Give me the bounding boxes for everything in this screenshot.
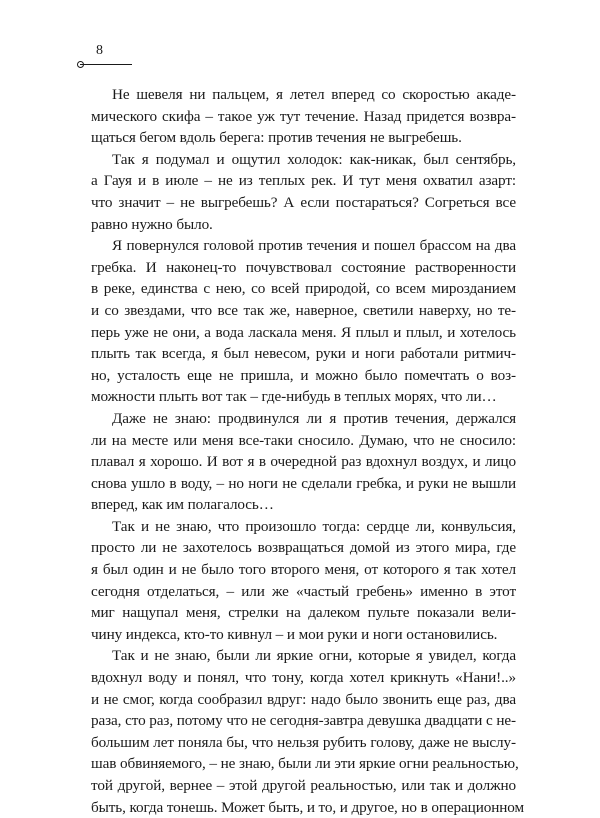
text-line: шав обвиняемого, – не знаю, были ли эти яркие огни реальностью,	[91, 755, 519, 773]
text-line: быть, когда тонешь. Может быть, и то, и другое, но в операционном	[91, 798, 524, 816]
text-line: равно нужно было.	[91, 215, 213, 233]
text-line: чину индекса, кто-то кивнул – и мои руки и ноги остановились.	[91, 625, 498, 643]
body-text	[91, 84, 524, 818]
text-line: гребка. И наконец-то почувствовал состояние растворенности	[91, 258, 516, 276]
text-line: мического скифа – такое уж тут течение. Назад придется возвра-	[91, 107, 516, 125]
text-line: Я повернулся головой против течения и пошел брассом на два	[112, 237, 516, 255]
text-line: но, усталость еще не пришла, и можно было помечтать о воз-	[91, 366, 516, 384]
text-line: вперед, как им полагалось…	[91, 496, 274, 514]
text-line: снова ушло в воду, – но ноги не сделали гребка, и руки не вышли	[91, 474, 516, 492]
text-line: что значит – не выгребешь? А если постараться? Согреться все	[91, 193, 516, 211]
text-line: ли на месте или меня все-таки сносило. Думаю, что не сносило:	[91, 431, 516, 449]
text-line: перь уже не они, а вода ласкала меня. Я плыл и плыл, и хотелось	[91, 323, 516, 341]
text-line: раза, сто раз, потому что не сегодня-завтра девушка двадцати с не-	[91, 712, 516, 730]
text-line: вдохнул воду и понял, что тону, когда хотел крикнуть «Нани!..»	[91, 669, 516, 687]
page-number: 8	[96, 43, 103, 58]
text-line: можности плыть вот так – где-нибудь в теплых морях, что ли…	[91, 388, 497, 406]
text-line: большим лет поняла бы, что нельзя рубить голову, даже не выслу-	[91, 733, 516, 751]
text-line: сегодня отделаться, – или же «частый гребень» именно в этот	[91, 582, 516, 600]
text-line: и не смог, когда сообразил вдруг: надо было звонить еще раз, два	[91, 690, 516, 708]
text-line: Так и не знаю, были ли яркие огни, которые я увидел, когда	[112, 647, 516, 665]
text-line: а Гауя и в июле – не из теплых рек. И тут меня охватил азарт:	[91, 172, 516, 190]
text-line: и со звездами, что все так же, наверное, светили наверху, но те-	[91, 301, 516, 319]
text-line: миг нащупал меня, стрелки на далеком пульте показали вели-	[91, 604, 516, 622]
text-line: той другой, вернее – этой другой реальностью, или так и должно	[91, 777, 516, 794]
text-line: в реке, единства с нею, со всей природой, со всем мирозданием	[91, 280, 516, 298]
text-line: щаться бегом вдоль берега: против течения не выгребешь.	[91, 129, 462, 147]
text-line: Так и не знаю, что произошло тогда: сердце ли, конвульсия,	[112, 517, 516, 535]
text-line: плыть так всегда, я был невесом, руки и ноги работали ритмич-	[91, 345, 516, 363]
text-line: Даже не знаю: продвинулся ли я против течения, держался	[112, 409, 516, 427]
text-line: просто ли не захотелось возвращаться домой из этого мира, где	[91, 539, 516, 557]
header-rule	[80, 64, 132, 65]
text-line: Не шевеля ни пальцем, я летел вперед со скоростью акаде-	[112, 86, 516, 103]
text-line: плавал я хорошо. И вот я в очередной раз вдохнул воздух, и лицо	[91, 453, 516, 471]
text-line: Так я подумал и ощутил холодок: как-никак, был сентябрь,	[112, 150, 516, 168]
text-line: я был один и не было того второго меня, от которого я так хотел	[91, 561, 516, 579]
